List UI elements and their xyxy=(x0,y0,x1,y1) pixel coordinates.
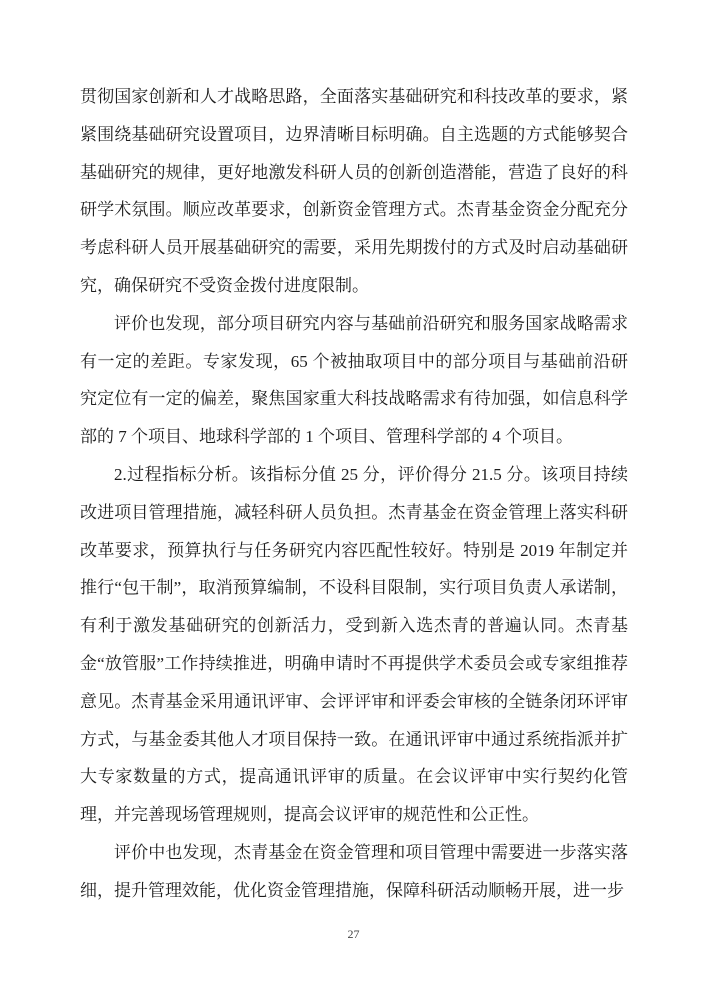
paragraph: 贯彻国家创新和人才战略思路，全面落实基础研究和科技改革的要求，紧紧围绕基础研究设置项目，边界清晰目标明确。自主选题的方式能够契合基础研究的规律，更好地激发科研人员的创新创造潜能，营造了良好的科研学术氛围。顺应改革要求，创新资金管理方式。杰青基金资金分配充分考虑科研人员开展基础研究的需要，采用先期拨付的方式及时启动基础研究，确保研究不受资金拨付进度限制。 xyxy=(80,87,628,295)
paragraph: 2.过程指标分析。该指标分值 25 分，评价得分 21.5 分。该项目持续改进项目管理措施，减轻科研人员负担。杰青基金在资金管理上落实科研改革要求，预算执行与任务研究内容匹配性较好。特别是 2019 年制定并推行“包干制”，取消预算编制，不设科目限制，实行项目负责人承诺制，有利于激发基础研究的创新活力，受到新入选杰青的普遍认同。杰青基金“放管服”工作持续推进，明确申请时不再提供学术委员会或专家组推荐意见。杰青基金采用通讯评审、会评评审和评委会审核的全链条闭环评审方式，与基金委其他人才项目保持一致。在通讯评审中通过系统指派并扩大专家数量的方式，提高通讯评审的质量。在会议评审中实行契约化管理，并完善现场管理规则，提高会议评审的规范性和公正性。 xyxy=(80,464,628,825)
paragraph: 评价也发现，部分项目研究内容与基础前沿研究和服务国家战略需求有一定的差距。专家发现，65 个被抽取项目中的部分项目与基础前沿研究定位有一定的偏差，聚焦国家重大科技战略需求有待加强，如信息科学部的 7 个项目、地球科学部的 1 个项目、管理科学部的 4 个项目。 xyxy=(80,313,628,447)
paragraph: 评价中也发现，杰青基金在资金管理和项目管理中需要进一步落实落细，提升管理效能，优化资金管理措施，保障科研活动顺畅开展，进一步 xyxy=(80,842,628,900)
page-number: 27 xyxy=(347,927,360,941)
document-body xyxy=(80,78,628,910)
